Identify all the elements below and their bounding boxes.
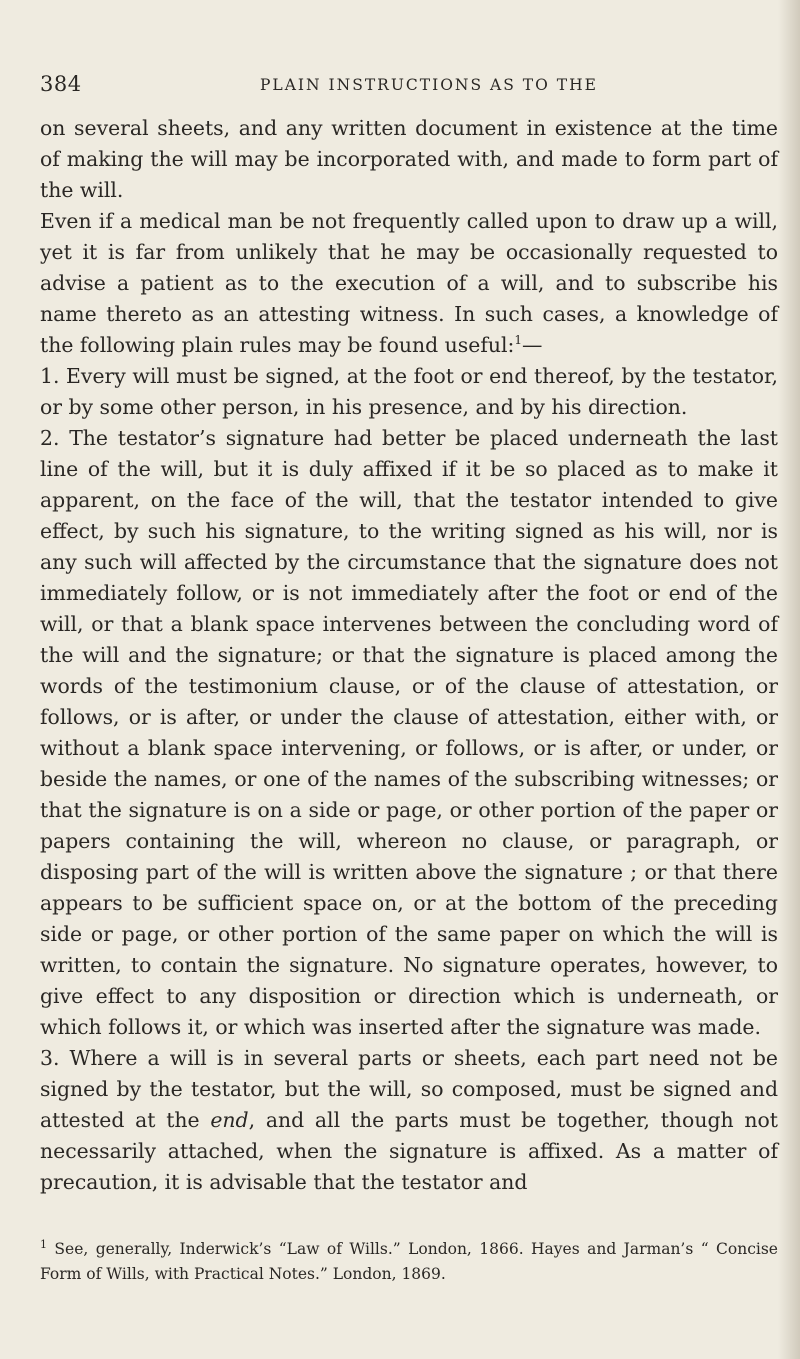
page-edge-shadow	[778, 0, 800, 1359]
dash: —	[522, 333, 543, 357]
rule-3-italic: end	[210, 1108, 249, 1132]
page-number: 384	[40, 72, 82, 96]
rule-3	[40, 1043, 778, 1198]
paragraph-introduction	[40, 206, 778, 361]
footnote	[40, 1237, 778, 1287]
page-header	[20, 72, 790, 102]
rule-3-text-b: , and all the parts must be together, though not necessarily attached, when the signature is affixed. As a matter of precaution, it is advisable that the testator and	[40, 1108, 778, 1194]
rule-2: 2. The testator’s signature had better be placed underneath the last line of the will, but it is duly affixed if it be so placed as to make it apparent, on the face of the will, that the testator intended to give effect, by such his signature, to the writing signed as his will, nor is any such will affected by the circumstance that the signature does not immediately follow, or is not immediately after the foot or end of the will, or that a blank space intervenes between the concluding word of the will and the signature; or that the signature is placed among the words of the testimonium clause, or of the clause of attestation, or follows, or is after, or under the clause of attestation, either with, or without a blank space intervening, or follows, or is after, or under, or beside the names, or one of the names of the subscribing witnesses; or that the signature is on a side or page, or other portion of the paper or papers containing the will, whereon no clause, or paragraph, or disposing part of the will is written above the signature ; or that there appears to be sufficient space on, or at the bottom of the preceding side or page, or other portion of the same paper on which the will is written, to contain the signature. No signature operates, however, to give effect to any disposition or direction which is underneath, or which follows it, or which was inserted after the signature was made.	[40, 426, 778, 1039]
paragraph-introduction-text: Even if a medical man be not frequently called upon to draw up a will, yet it is far from unlikely that he may be occasionally requested to advise a patient as to the execution of a will, and to subscribe his name thereto as an attesting witness. In such cases, a knowledge of the following plain rules may be found useful:	[40, 209, 778, 357]
footnote-mark: 1	[40, 1237, 47, 1251]
body-text	[40, 113, 778, 1198]
running-head: PLAIN INSTRUCTIONS AS TO THE	[260, 76, 598, 94]
rule-1: 1. Every will must be signed, at the foot or end thereof, by the testator, or by some other person, in his presence, and by his direction.	[40, 364, 778, 419]
footnote-reference: 1	[514, 333, 523, 348]
footnote-text: See, generally, Inderwick’s “Law of Wills.” London, 1866. Hayes and Jarman’s “ Concise Form of Wills, with Practical Notes.” London, 1869.	[40, 1240, 778, 1283]
rule-3-text-a: 3. Where a will is in several parts or sheets, each part need not be signed by the testator, but the will, so composed, must be signed and attested at the	[40, 1046, 778, 1132]
paragraph-continuation: on several sheets, and any written document in existence at the time of making the will may be incorporated with, and made to form part of the will.	[40, 116, 778, 202]
